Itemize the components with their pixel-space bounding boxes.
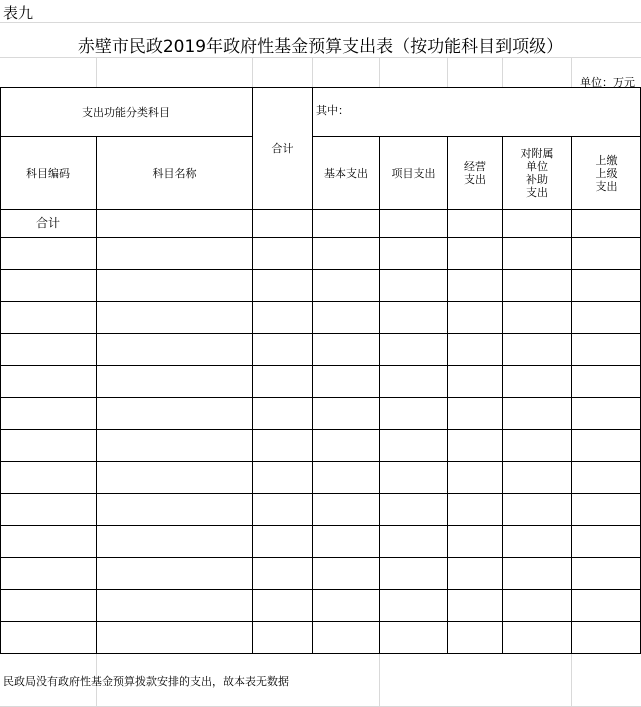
table-row [1,398,640,429]
gridline [571,58,572,87]
table-tag: 表九 [3,4,34,22]
table-row [1,494,640,525]
gridline [502,58,503,87]
table-row [1,430,640,461]
subsidy-expense-header [503,137,571,209]
category-group-header: 支出功能分类科目 [82,105,170,119]
table-row [1,622,640,653]
basic-expense-header: 基本支出 [324,166,368,180]
name-header: 科目名称 [152,166,197,180]
table-row [1,302,640,333]
remit-expense-header [572,137,641,209]
page-title: 赤壁市民政2019年政府性基金预算支出表（按功能科目到项级） [77,37,564,57]
footer-note: 民政局没有政府性基金预算拨款安排的支出，故本表无数据 [3,675,289,688]
gridline [252,58,253,87]
subsidy-header-line: 单位 [526,160,548,173]
code-header: 科目编码 [26,166,70,180]
remit-header-line: 上缴 [595,153,618,167]
gridline [571,654,572,707]
gridline [379,58,380,87]
subsidy-header-line: 对附属 [520,147,554,160]
operating-header-line: 经营 [464,160,486,173]
remit-header-line: 支出 [595,179,618,193]
remit-header-line: 上级 [595,166,618,180]
total-row-label: 合计 [35,216,60,230]
table-row [1,462,640,493]
gridline [447,58,448,87]
operating-header-line: 支出 [464,173,486,186]
table-row [1,238,640,269]
among-header: 其中： [316,104,349,117]
table-row [1,366,640,397]
table-row [1,558,640,589]
total-header: 合计 [271,142,294,155]
gridline [312,58,313,87]
subsidy-header-line: 补助 [526,173,548,186]
project-expense-header: 项目支出 [391,166,436,180]
table-row [1,334,640,365]
gridline [379,654,380,707]
table-row [1,526,640,557]
operating-expense-header [448,137,502,209]
unit-label: 单位：万元 [580,76,635,89]
subsidy-header-line: 支出 [526,186,548,199]
gridline [96,58,97,87]
table-row [1,590,640,621]
gridline [0,22,641,23]
table-row [1,270,640,301]
